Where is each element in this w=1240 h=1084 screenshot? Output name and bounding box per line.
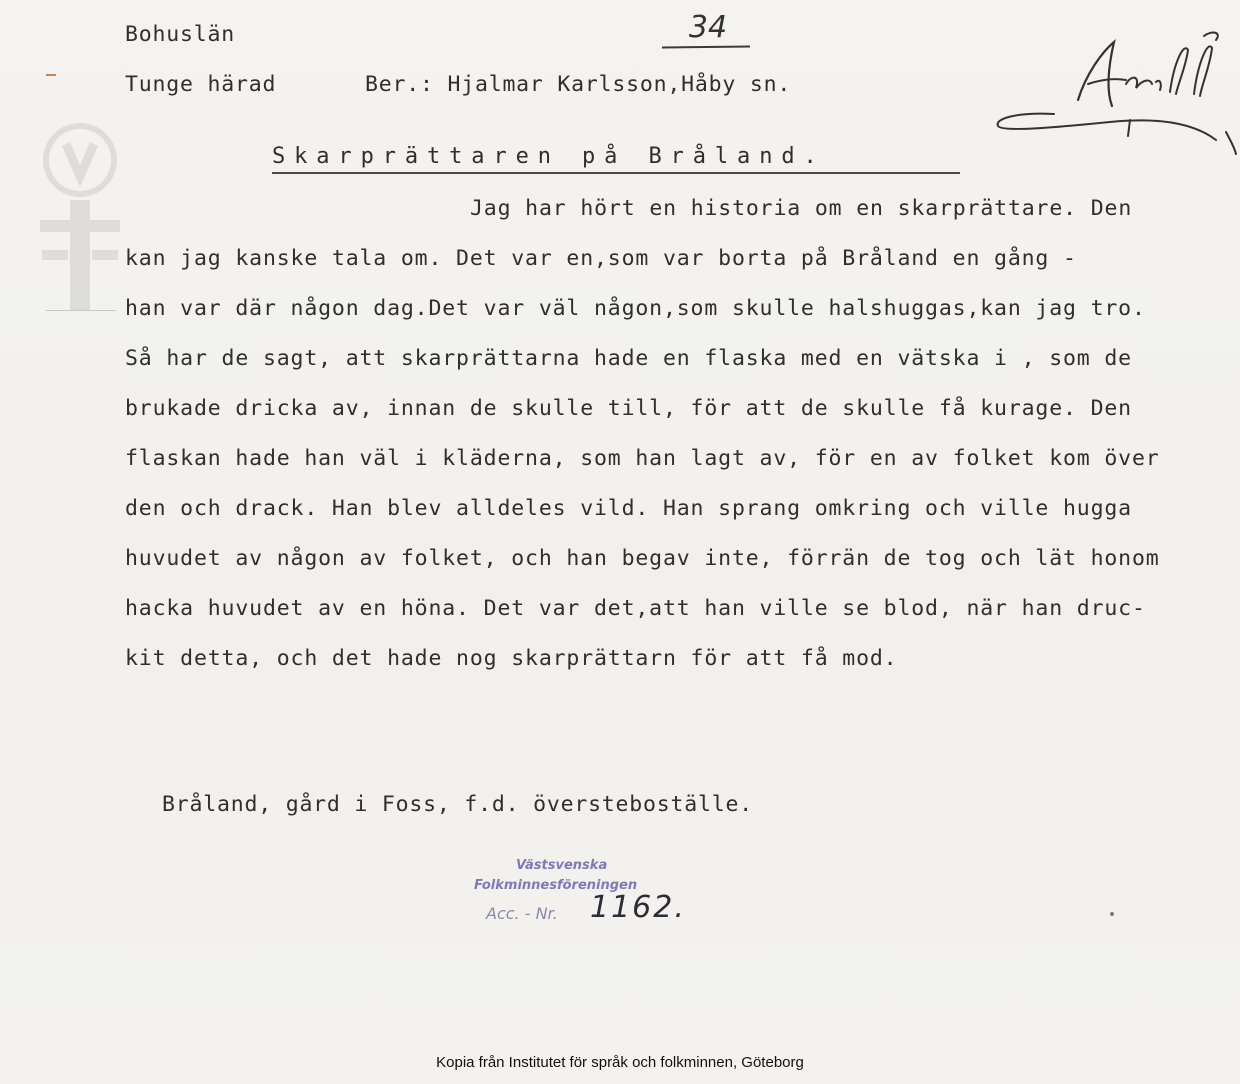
body-line: Så har de sagt, att skarprättarna hade en flaska med en vätska i , som de — [125, 346, 1132, 371]
handwritten-signature — [990, 22, 1240, 162]
watermark-emblem-icon — [30, 110, 130, 320]
title-underline — [272, 172, 960, 174]
informant-label: Ber.: Hjalmar Karlsson,Håby sn. — [365, 72, 792, 97]
page-number: 34 — [688, 10, 728, 45]
body-line: brukade dricka av, innan de skulle till, för att de skulle få kurage. Den — [125, 396, 1132, 421]
title-text: Skarprättaren på Bråland — [272, 144, 804, 169]
document-title — [272, 144, 817, 169]
body-line: Jag har hört en historia om en skarprättare. Den — [470, 196, 1133, 221]
body-line: kan jag kanske tala om. Det var en,som var borta på Bråland en gång - — [125, 246, 1077, 271]
stamp-society-name: Västsvenska — [516, 858, 608, 873]
stamp-accession-label: Acc. - Nr. — [486, 904, 558, 923]
body-line: hacka huvudet av en höna. Det var det,att han ville se blod, när han druc- — [125, 596, 1146, 621]
copy-footer: Kopia från Institutet för språk och folkminnen, Göteborg — [436, 1054, 804, 1071]
province-label: Bohuslän — [125, 22, 235, 47]
margin-rule — [46, 310, 116, 311]
stamp-society-name-2: Folkminnesföreningen — [474, 878, 638, 893]
stamp-accession-number: 1162. — [590, 890, 686, 925]
body-line: huvudet av någon av folket, och han begav inte, förrän de tog och lät honom — [125, 546, 1160, 571]
body-line: flaskan hade han väl i kläderna, som han lagt av, för en av folket kom över — [125, 446, 1160, 471]
title-end: . — [803, 144, 817, 169]
district-label: Tunge härad — [125, 72, 277, 97]
ink-speck — [1110, 912, 1114, 916]
body-line: kit detta, och det hade nog skarprättarn för att få mod. — [125, 646, 898, 671]
body-line: den och drack. Han blev alldeles vild. Han sprang omkring och ville hugga — [125, 496, 1132, 521]
place-note: Bråland, gård i Foss, f.d. överstebоställe. — [162, 792, 753, 817]
body-line: han var där någon dag.Det var väl någon,som skulle halshuggas,kan jag tro. — [125, 296, 1146, 321]
margin-mark — [46, 74, 56, 76]
page-number-underline — [662, 46, 750, 49]
archive-stamp — [470, 856, 710, 936]
